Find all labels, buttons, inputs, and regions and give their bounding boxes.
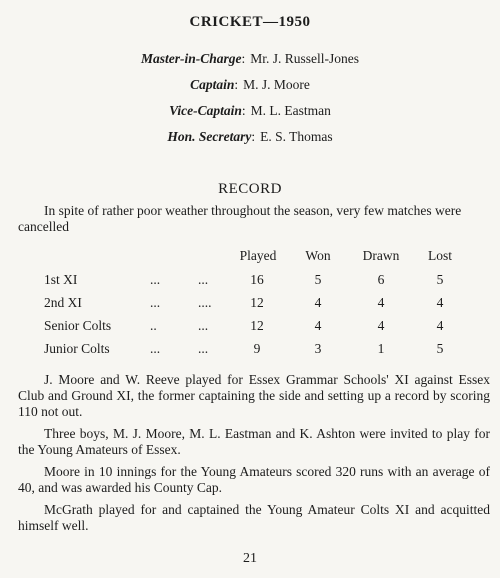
team-name: Senior Colts	[44, 318, 112, 333]
paragraph: J. Moore and W. Reeve played for Essex Grammar Schools' XI against Essex Club and Ground XI, the former captaining the side and setting up a record by scoring 110 not out.	[18, 372, 490, 419]
lost-value: 5	[436, 341, 444, 356]
paragraph: McGrath played for and captained the Young Amateur Colts XI and acquitted himself well.	[18, 502, 490, 533]
officer-hon-secretary: Hon. Secretary: E. S. Thomas	[167, 129, 333, 144]
team-name: 1st XI	[44, 272, 78, 287]
leader-dots: ...	[150, 341, 161, 356]
played-value: 12	[250, 295, 264, 310]
table-row	[0, 341, 500, 364]
table-row	[0, 272, 500, 295]
officer-role: Hon. Secretary	[167, 129, 252, 144]
leader-dots: ...	[198, 318, 209, 333]
officer-master-in-charge: Master-in-Charge: Mr. J. Russell-Jones	[140, 51, 360, 66]
lost-value: 4	[436, 295, 444, 310]
leader-dots: ...	[150, 272, 161, 287]
officer-role: Vice-Captain	[169, 103, 242, 118]
leader-dots: ...	[198, 272, 209, 287]
officer-role: Master-in-Charge	[140, 51, 242, 66]
won-value: 5	[314, 272, 322, 287]
officer-name: E. S. Thomas	[260, 129, 333, 144]
drawn-value: 4	[377, 295, 385, 310]
officer-vice-captain: Vice-Captain: M. L. Eastman	[169, 103, 331, 118]
header-played: Played	[239, 248, 277, 263]
drawn-value: 4	[377, 318, 385, 333]
team-name: Junior Colts	[44, 341, 110, 356]
record-heading: RECORD	[218, 181, 282, 197]
table-row	[0, 318, 500, 341]
team-name: 2nd XI	[44, 295, 82, 310]
lost-value: 4	[436, 318, 444, 333]
leader-dots: ...	[150, 295, 161, 310]
table-row	[0, 295, 500, 318]
record-table	[0, 272, 500, 364]
officer-role: Captain	[190, 77, 235, 92]
played-value: 9	[253, 341, 261, 356]
played-value: 12	[250, 318, 264, 333]
officer-name: M. J. Moore	[243, 77, 310, 92]
won-value: 4	[314, 295, 322, 310]
won-value: 3	[314, 341, 322, 356]
officer-name: M. L. Eastman	[250, 103, 331, 118]
header-won: Won	[305, 248, 331, 263]
officers-list	[0, 50, 500, 154]
record-intro: In spite of rather poor weather throughout the season, very few matches were cancelled	[18, 203, 462, 234]
lost-value: 5	[436, 272, 444, 287]
officer-name: Mr. J. Russell-Jones	[250, 51, 360, 66]
leader-dots: ..	[150, 318, 157, 333]
header-lost: Lost	[427, 248, 452, 263]
leader-dots: ...	[198, 341, 209, 356]
drawn-value: 6	[377, 272, 385, 287]
leader-dots: ....	[198, 295, 212, 310]
page-title: CRICKET—1950	[189, 14, 311, 30]
won-value: 4	[314, 318, 322, 333]
played-value: 16	[250, 272, 264, 287]
paragraph: Three boys, M. J. Moore, M. L. Eastman and K. Ashton were invited to play for the Young Amateurs of Essex.	[18, 426, 490, 457]
officer-captain: Captain: M. J. Moore	[190, 77, 310, 92]
record-notes	[18, 372, 490, 540]
paragraph: Moore in 10 innings for the Young Amateurs scored 320 runs with an average of 40, and was awarded his County Cap.	[18, 464, 490, 495]
page-number: 21	[243, 551, 257, 566]
drawn-value: 1	[377, 341, 385, 356]
header-drawn: Drawn	[362, 248, 400, 263]
